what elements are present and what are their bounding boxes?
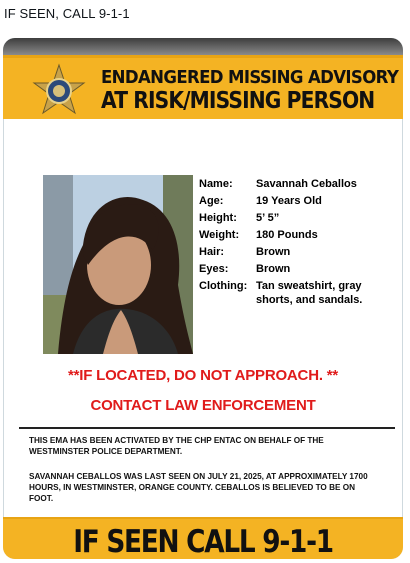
detail-row-age — [199, 193, 390, 210]
detail-row-hair — [199, 244, 390, 261]
detail-value: Savannah Ceballos — [256, 178, 357, 190]
detail-row-weight — [199, 227, 390, 244]
person-details — [199, 176, 390, 307]
detail-label: Weight: — [199, 229, 240, 241]
detail-label: Clothing: — [199, 280, 248, 292]
missing-person-photo — [43, 175, 193, 354]
alert-flyer-image[interactable] — [3, 38, 403, 559]
chp-badge-icon — [31, 63, 87, 119]
detail-row-name — [199, 176, 390, 193]
call-911-footer — [3, 517, 403, 559]
footer-text: IF SEEN CALL 9-1-1 — [73, 524, 333, 559]
detail-value: 180 Pounds — [256, 229, 318, 241]
advisory-banner — [3, 55, 403, 119]
detail-row-eyes — [199, 261, 390, 278]
post-text: IF SEEN, CALL 9-1-1 — [4, 6, 130, 21]
activation-notice: THIS EMA HAS BEEN ACTIVATED BY THE CHP ENTAC ON BEHALF OF THE WESTMINSTER POLICE DEPARTMENT. — [29, 436, 324, 456]
detail-row-clothing — [199, 278, 390, 307]
detail-value: Tan sweatshirt, gray shorts, and sandals. — [256, 280, 363, 306]
detail-row-height — [199, 210, 390, 227]
do-not-approach-warning: **IF LOCATED, DO NOT APPROACH. ** — [67, 367, 339, 384]
section-divider — [19, 427, 395, 429]
detail-value: Brown — [256, 246, 291, 258]
detail-value: 5’ 5” — [256, 212, 280, 224]
contact-law-enforcement-warning: CONTACT LAW ENFORCEMENT — [90, 397, 316, 414]
banner-title: ENDANGERED MISSING ADVISORY — [101, 67, 399, 88]
flyer-top-strip — [3, 38, 403, 55]
last-seen-notice: SAVANNAH CEBALLOS WAS LAST SEEN ON JULY 21, 2025, AT APPROXIMATELY 1700 HOURS, IN WESTMINSTER, ORANGE COUNTY. CEBALLOS IS BELIEVED TO BE ON FOOT. — [29, 472, 368, 503]
detail-label: Name: — [199, 178, 233, 190]
detail-label: Eyes: — [199, 263, 229, 275]
detail-value: 19 Years Old — [256, 195, 322, 207]
detail-value: Brown — [256, 263, 291, 275]
banner-subtitle: AT RISK/MISSING PERSON — [101, 88, 375, 114]
detail-label: Height: — [199, 212, 237, 224]
detail-label: Age: — [199, 195, 224, 207]
detail-label: Hair: — [199, 246, 225, 258]
